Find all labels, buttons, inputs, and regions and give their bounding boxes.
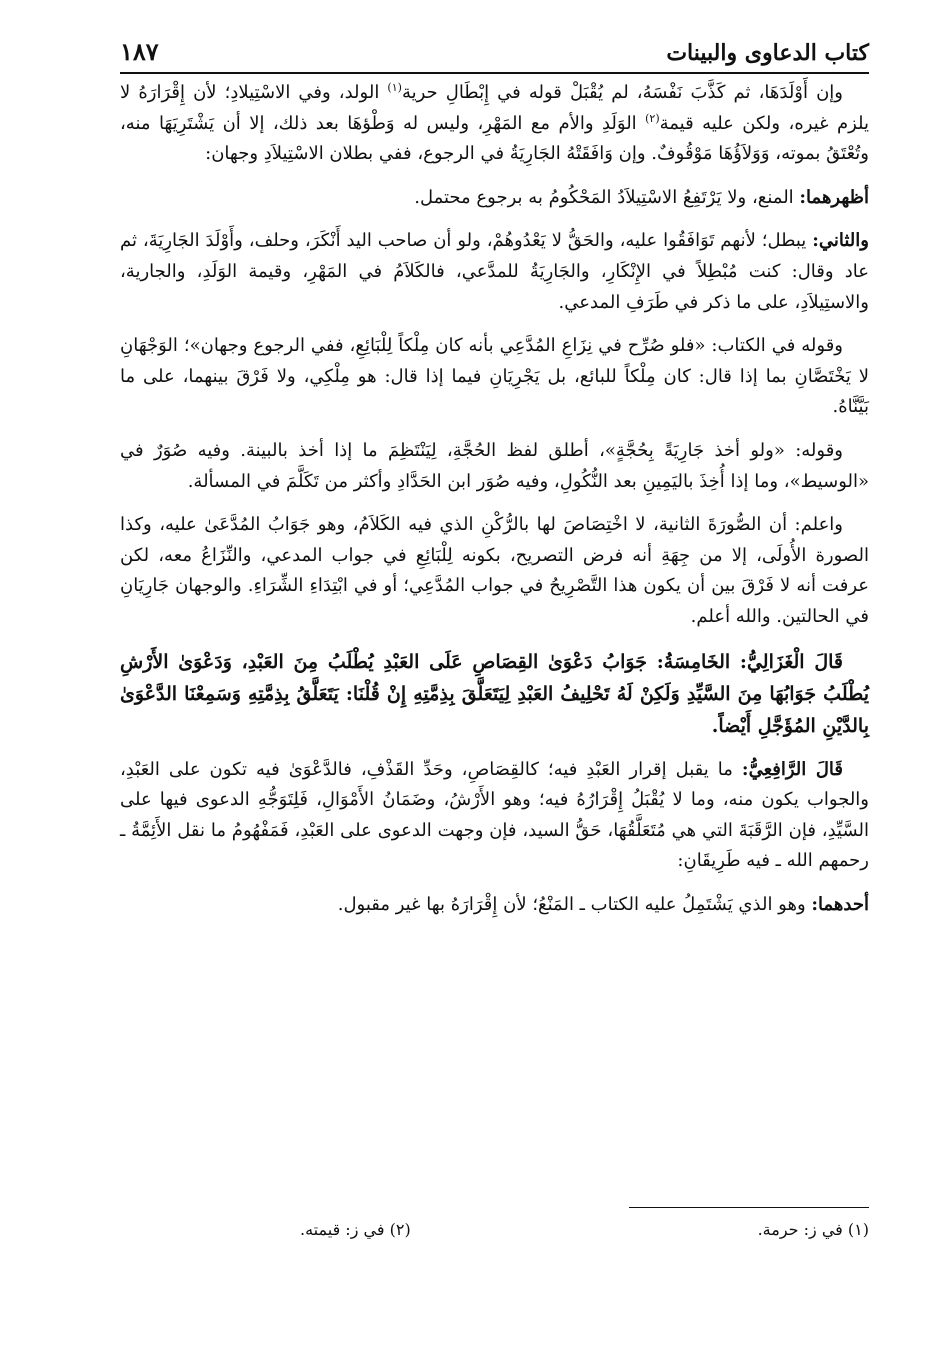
- paragraph-lead: أظهرهما:: [799, 186, 869, 208]
- paragraph-text: وقوله: «ولو أخذ جَارِيَةً بِحُجَّةٍ»، أطلق لفظ الحُجَّةِ، لِيَنْتَظِمَ ما إذا أخذ بالبينة. وفيه صُوَرٌ في «الوسيط»، وما إذا أُخِذَ باليَمِينِ بعد النُّكُولِ، وفيه صُوَر ابن الحَدَّادِ وأكثر من تَكَلَّمَ في المسألة.: [120, 439, 869, 492]
- paragraph-text: جَوَابُ دَعْوَىٰ القِصَاصِ عَلَى العَبْدِ يُطْلَبُ مِنَ العَبْدِ، وَدَعْوَىٰ الأَرْشِ يُطْلَبُ جَوَابُهَا مِنَ السَّيِّدِ وَلَكِنْ لَهُ تَحْلِيفُ العَبْدِ لِيَتَعَلَّقَ بِذِمَّتِهِ إِنْ قُلْنَا: يَتَعَلَّقُ بِذِمَّتِهِ وَسَمِعْنَا الدَّعْوَىٰ بِالدَّيْنِ المُؤَجَّلِ أَيْضاً.: [120, 650, 869, 737]
- footnote-marker: (١): [847, 1220, 869, 1239]
- footnote-text: في ز: حرمة.: [757, 1220, 843, 1239]
- running-head: [120, 26, 869, 74]
- footnote-divider: [629, 1207, 869, 1208]
- paragraph-lead: والثاني:: [812, 230, 869, 252]
- paragraph-6: [120, 510, 869, 632]
- paragraph-text: الوَلَدِ والأم مع المَهْرِ، وليس له وَطْؤهَا بعد ذلك، إلا أن يَشْتَرِيَهَا منه، وتُعْتَقُ بموته، وَوَلاَؤُهَا مَوْقُوفٌ. وإن وَافَقَتْهُ الجَارِيَةُ في الرجوع، ففي بطلان الاسْتِيلاَدِ وجهان:: [120, 112, 869, 165]
- running-title: كتاب الدعاوى والبينات: [666, 40, 869, 66]
- paragraph-5: [120, 436, 869, 497]
- page-number: ١٨٧: [120, 37, 159, 66]
- paragraph-4: [120, 331, 869, 423]
- paragraph-text: يبطل؛ لأنهم تَوَافَقُوا عليه، والحَقُّ لا يَعْدُوهُمْ، ولو أن صاحب اليد أَنْكَرَ، وحلف، وأَوْلَدَ الجَارِيَةَ، ثم عاد وقال: كنت مُبْطِلاً في الإِنْكَارِ، والجَارِيَةُ للمدَّعي، فالكَلاَمُ في المَهْرِ، وقيمة الوَلَدِ، والجارية، والاستِيلاَدِ، على ما ذكر في طَرَفِ المدعي.: [120, 230, 869, 313]
- paragraph-9: [120, 890, 869, 921]
- paragraph-lead: قَالَ الرَّافِعِيُّ:: [741, 758, 843, 780]
- paragraph-text: واعلم: أن الصُّورَةَ الثانية، لا اخْتِصَاصَ لها بالرُّكْنِ الذي فيه الكَلاَمُ، وهو جَوَابُ المُدَّعَىٰ عليه، وكذا الصورة الأُولَى، إلا من جِهَةِ أنه فرض التصريح، بكونه لِلْبَائِعِ في جواب المدعي، والنِّزَاعُ معه، لكن عرفت أنه لا فَرْقَ بين أن يكون هذا التَّصْرِيحُ في جواب المُدَّعِي؛ أو في ابْتِدَاءِ الشِّرَاءِ. والوجهان جَارِيَانِ في الحالتين. والله أعلم.: [120, 514, 869, 627]
- paragraph-3: [120, 226, 869, 318]
- body-text: [120, 78, 869, 933]
- paragraph-text: المنع، ولا يَرْتَفِعُ الاسْتِيلاَدُ المَحْكُومُ به برجوع محتمل.: [414, 186, 800, 208]
- footnote-text: في ز: قيمته.: [300, 1220, 385, 1239]
- paragraph-lead: أحدهما:: [811, 893, 869, 915]
- paragraph-rafii: [120, 755, 869, 877]
- paragraph-text: ما يقبل إقرار العَبْدِ فيه؛ كالقِصَاصِ، وحَدِّ القَذْفِ، فالدَّعْوَىٰ فيه تكون على العَبْدِ، والجواب يكون منه، وما لا يُقْبَلُ إِقْرَارُهُ فيه؛ وهو الأَرْشُ، وضَمَانُ الأَمْوَالِ، فَلِتَوَجُّهِ الدعوى فيها على السَّيِّدِ، فإن الرَّقَبَةَ التي هي مُتَعَلَّقُهَا، حَقُّ السيد، فإن وجهت الدعوى على العَبْدِ، فَمَفْهُومُ ما نقل الأَئِمَّةُ ـ رحمهم الله ـ فيه طَرِيقَانِ:: [120, 758, 869, 872]
- paragraph-2: [120, 183, 869, 214]
- footnote-ref-1[interactable]: (١): [387, 81, 402, 94]
- paragraph-lead: قَالَ الْغَزَالِيُّ: الخَامِسَةُ:: [656, 650, 843, 673]
- paragraph-text: وهو الذي يَشْتَمِلُ عليه الكتاب ـ المَنْعُ؛ لأن إِقْرَارَهُ بها غير مقبول.: [337, 893, 812, 915]
- paragraph-text: وإن أَوْلَدَهَا، ثم كَذَّبَ نَفْسَهُ، لم يُقْبَلْ قوله في إِبْطَالِ حرية: [401, 82, 843, 103]
- footnote-2: [300, 1220, 411, 1239]
- footnotes: [300, 1220, 869, 1239]
- footnote-1: [758, 1220, 869, 1239]
- paragraph-1: [120, 78, 869, 170]
- paragraph-ghazali: [120, 646, 869, 742]
- footnote-ref-2[interactable]: (٢): [645, 111, 660, 125]
- paragraph-text: وقوله في الكتاب: «فلو صُرِّح في نِزَاعِ المُدَّعِي بأنه كان مِلْكاً لِلْبَائِعِ، ففي الرجوع وجهان»؛ الوَجْهَانِ لا يَخْتَصَّانِ بما إذا قال: كان مِلْكاً للبائع، بل يَجْرِيَانِ فيما إذا قال: هو مِلْكِي، ولا فَرْقَ بينهما، على ما بَيَّنَّاهُ.: [120, 335, 869, 418]
- footnote-marker: (٢): [389, 1220, 411, 1239]
- paragraph-text: الولد، وفي الاسْتِيلادِ؛ لأن إِقْرَارَهُ لا يلزم غيره، ولكن عليه قيمة: [120, 82, 869, 134]
